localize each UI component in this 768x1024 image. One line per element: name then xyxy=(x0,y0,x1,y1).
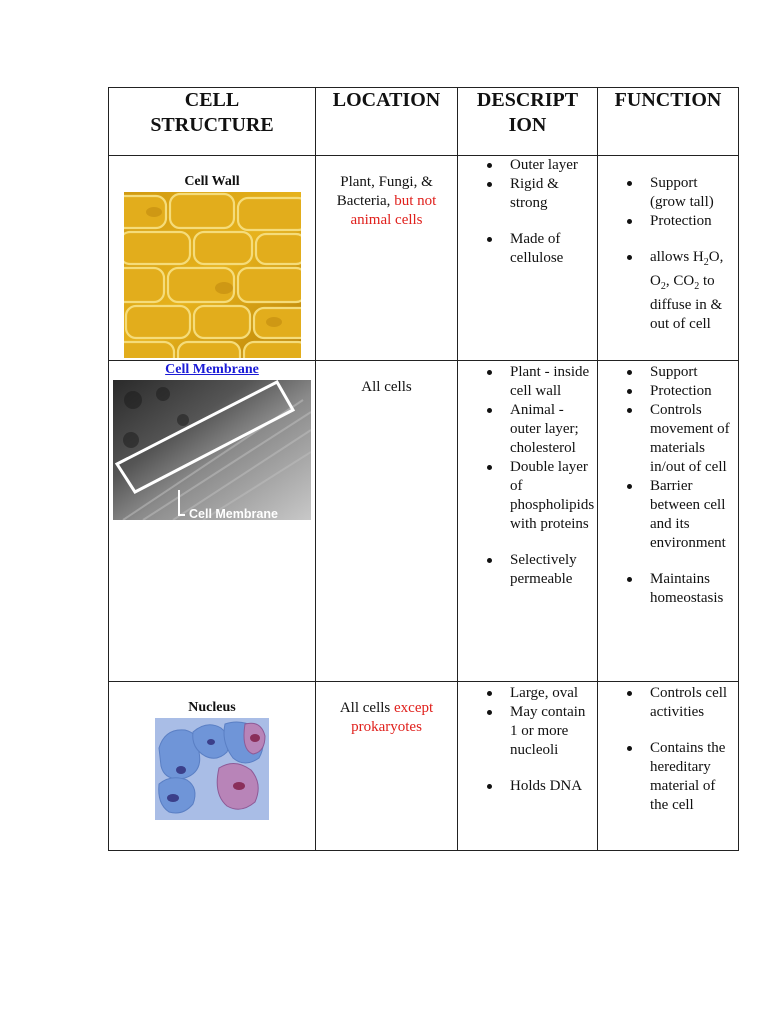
structure-name: Nucleus xyxy=(188,700,236,715)
list-item: Selectively permeable xyxy=(458,551,597,589)
location-text: Plant, Fungi, & Bacteria, xyxy=(336,174,433,209)
list-item: Double layer of phospholipids with proteins xyxy=(458,458,597,534)
location-cell xyxy=(316,156,458,361)
function-cell xyxy=(598,361,739,682)
formula-text: O, O xyxy=(650,249,724,289)
header-location: LOCATION xyxy=(316,88,458,156)
list-item: Protection xyxy=(598,382,738,401)
location-exception: but not animal cells xyxy=(350,193,437,228)
cell-membrane-micrograph xyxy=(113,380,311,520)
structure-name: Cell Wall xyxy=(184,174,240,189)
list-item xyxy=(598,248,738,334)
table-row xyxy=(109,361,739,682)
location-text: All cells xyxy=(361,379,412,395)
location-exception: except prokaryotes xyxy=(351,700,434,735)
subscript: 2 xyxy=(703,257,709,268)
subscript: 2 xyxy=(660,281,666,292)
table-row xyxy=(109,156,739,361)
formula-text: , CO xyxy=(665,273,695,289)
list-item: Barrier between cell and its environment xyxy=(598,477,738,553)
list-item: Controls cell activities xyxy=(598,684,738,722)
list-item: May contain 1 or more nucleoli xyxy=(458,703,597,760)
structure-cell xyxy=(109,361,316,682)
header-row xyxy=(109,88,739,156)
structure-cell xyxy=(109,682,316,851)
location-cell xyxy=(316,682,458,851)
list-item: Rigid & strong xyxy=(458,175,597,213)
cell-structure-table xyxy=(108,87,739,851)
list-item: Controls movement of materials in/out of cell xyxy=(598,401,738,477)
subscript: 2 xyxy=(694,281,700,292)
location-cell xyxy=(316,361,458,682)
header-structure: CELL STRUCTURE xyxy=(109,88,316,156)
list-item: Holds DNA xyxy=(458,777,597,796)
list-item: Contains the hereditary material of the cell xyxy=(598,739,738,815)
list-item: Support xyxy=(598,363,738,382)
list-item: Animal - outer layer; cholesterol xyxy=(458,401,597,458)
function-cell xyxy=(598,682,739,851)
function-cell xyxy=(598,156,739,361)
onion-cell-wall-micrograph xyxy=(124,192,301,358)
table-row xyxy=(109,682,739,851)
description-cell xyxy=(458,156,598,361)
list-item: Outer layer xyxy=(458,156,597,175)
cell-membrane-link[interactable]: Cell Membrane xyxy=(165,362,259,377)
list-item: Support (grow tall) xyxy=(598,174,738,212)
list-item: Protection xyxy=(598,212,738,231)
membrane-image-label: Cell Membrane xyxy=(189,507,278,520)
formula-text: allows H xyxy=(650,249,704,265)
location-text: All cells xyxy=(339,700,394,716)
description-cell xyxy=(458,682,598,851)
list-item: Made of cellulose xyxy=(458,230,597,268)
header-description: DESCRIPT ION xyxy=(458,88,598,156)
description-cell xyxy=(458,361,598,682)
list-item: Large, oval xyxy=(458,684,597,703)
structure-cell xyxy=(109,156,316,361)
header-function: FUNCTION xyxy=(598,88,739,156)
stained-nuclei-micrograph xyxy=(155,718,269,820)
list-item: Maintains homeostasis xyxy=(598,570,738,608)
list-item: Plant - inside cell wall xyxy=(458,363,597,401)
formula-text: to diffuse in & out of cell xyxy=(650,273,723,332)
